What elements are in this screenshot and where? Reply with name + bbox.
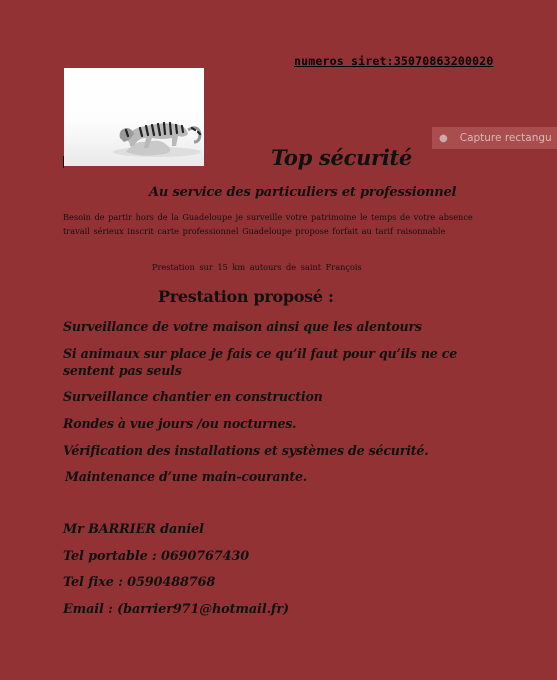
tiger-illustration: [64, 68, 204, 166]
page-subtitle: Au service des particuliers et professionnel: [149, 185, 457, 200]
services-heading: Prestation proposé :: [158, 287, 334, 306]
page-title: Top sécurité: [271, 145, 412, 170]
service-item: Surveillance de votre maison ainsi que les alentours: [63, 319, 422, 334]
intro-paragraph: Besoin de partir hors de la Guadeloupe je surveille votre patrimoine le temps de votre absence travail sérieux inscrit carte professionnel Guadeloupe propose forfait au tarif raisonnable: [63, 212, 473, 236]
tiger-image: [64, 68, 204, 166]
contact-mobile: Tel portable : 0690767430: [63, 549, 250, 564]
contact-landline: Tel fixe : 0590488768: [63, 575, 216, 590]
text-cursor: [63, 156, 64, 168]
siret-number: numeros siret:35070863200020: [294, 54, 494, 68]
service-item: Rondes à vue jours /ou nocturnes.: [63, 416, 297, 431]
contact-name: Mr BARRIER daniel: [63, 522, 204, 537]
contact-email: Email : (barrier971@hotmail.fr): [63, 602, 289, 617]
service-item: Surveillance chantier en construction: [63, 389, 323, 404]
service-item: Vérification des installations et systèmes de sécurité.: [63, 443, 429, 458]
capture-rectangle-button[interactable]: [432, 127, 557, 149]
capture-icon: ●: [439, 132, 448, 144]
service-zone: Prestation sur 15 km autours de saint François: [152, 262, 362, 272]
service-item: Si animaux sur place je fais ce qu’il faut pour qu’ils ne ce sentent pas seuls: [63, 346, 458, 378]
service-item: Maintenance d’une main-courante.: [65, 469, 307, 484]
capture-label: Capture rectangu: [459, 132, 552, 144]
